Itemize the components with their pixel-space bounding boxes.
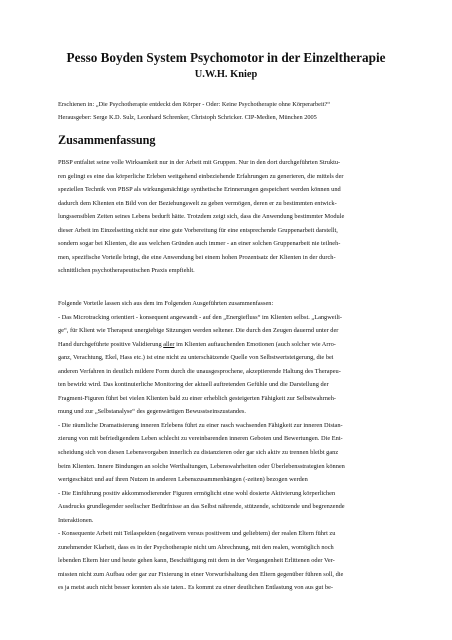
text-line: speziellen Technik von PBSP als wirkungsmächtige synthetische Erinnerungen gespeichert werden können und (58, 186, 341, 194)
text-line: mung und zur „Selbstanalyse“ des gegenwärtigen Bewusstseinszustandes. (58, 408, 246, 416)
text-line: Ausdrucks grundlegender seelischer Bedürfnisse an das Selbst nährende, stützende, schützende und begrenzende (58, 503, 345, 511)
advantages-paragraph (58, 297, 398, 595)
text-line: zierung von mit befriedigendem Leben schlecht zu vereinbarenden inneren Geboten und Bewertungen. Die Ent- (58, 435, 343, 443)
text-line: - Das Microtracking orientiert - konsequent angewandt - auf den „Energiefluss“ im Klienten selbst. „Langweili- (58, 313, 343, 321)
section-heading: Zusammenfassung (58, 133, 156, 147)
text-line: wertgeschätzt und auf ihren Nutzen in anderen Lebenszusammenhängen (-zeiten) bezogen werden (58, 476, 308, 484)
text-line: ganz, Verachtung, Ekel, Hass etc.) ist eine nicht zu unterschätzende Quelle von Selbstwertsteigerung, die bei (58, 354, 334, 362)
text-line: ge“, für Klient wie Therapeut unergiebige Sitzungen werden seltener. Die durch den Zeugen dauernd unter der (58, 327, 339, 335)
text-line: Fragment-Figuren führt bei vielen Klienten bald zu einer erheblich gesteigerten Fähigkeit zur Selbstwahrneh- (58, 394, 336, 402)
text-line: es ja meist auch nicht besser konnten als sie taten.. Es kommt zu einer deutlichen Entlastung von aus gut be- (58, 584, 334, 592)
text-line: missten nicht zum Aufbau oder gar zur Fixierung in einer Vorwurfshaltung den Eltern gegenüber führen soll, die (58, 570, 344, 578)
text-line: Hand durchgeführte positive Validierung aller im Klienten auftauchenden Emotionen (auch solcher wie Arro- (58, 340, 336, 348)
text-line: - Die räumliche Dramatisierung inneren Erlebens führt zu einer rasch wachsenden Fähigkeit zur inneren Distan- (58, 421, 343, 429)
text-line: scheidung sich von diesen Lebensvorgaben innerlich zu distanzieren oder gar sich aktiv zu trennen bleibt ganz (58, 449, 339, 457)
underlined-word: aller (163, 340, 175, 348)
publication-info: Erschienen in: „Die Psychotherapie entdeckt den Körper - Oder: Keine Psychotherapie ohne Körperarbeit?“ (58, 101, 331, 108)
text-line: zunehmender Klarheit, dass es in der Psychotherapie nicht um Abrechnung, mit den realen, womöglich noch (58, 543, 334, 551)
text-line: lungssensiblen Zeiten seines Lebens bedurft hätte. Trotzdem zeigt sich, dass die Anwendung bestimmter Module (58, 213, 345, 221)
text-line: beim Klienten. Innere Bindungen an solche Werthaltungen, Lebenswahrheiten oder Überlebensstrategien können (58, 462, 345, 470)
text-line: - Konsequente Arbeit mit Teilaspekten (negativem versus positivem und geliebtem) der realen Eltern führt zu (58, 530, 336, 538)
text-line: ren gelingt es eine das körperliche Erleben weitgehend einbeziehende Erfahrungen zu generieren, die mittels der (58, 172, 344, 180)
text-line: PBSP entfaltet seine volle Wirksamkeit nur in der Arbeit mit Gruppen. Nur in den dort durchgeführten Struktu- (58, 159, 341, 166)
text-line: Interaktionen. (58, 516, 94, 524)
text-line: sondern sogar bei Klienten, die aus welchen Gründen auch immer - an einer solchen Gruppenarbeit nie teilneh- (58, 240, 341, 248)
text-line: anderen Verfahren in deutlich mildere Form durch die unausgesprochene, akzeptierende Haltung des Therapeu- (58, 367, 341, 375)
editors-info: Herausgeber: Serge K.D. Sulz, Leonhard Schrenker, Christoph Schricker. CIP-Medien, München 2005 (58, 114, 317, 121)
text-line: lebenden Eltern hier und heute gehen kann, Beschäftigung mit dem in der Vergangenheit Erlittenen oder Ver- (58, 557, 335, 565)
text-line: dieser Arbeit im Einzelsetting nicht nur eine gute Vorbereitung für eine entsprechende Gruppenarbeit darstellt, (58, 226, 338, 234)
text-line: men, spezifische Vorteile bringt, die eine Anwendung bei einem hohen Prozentsatz der Klienten in der durch- (58, 253, 336, 261)
summary-paragraph (58, 156, 398, 278)
text-line: - Die Einführung positiv akkommodierender Figuren ermöglicht eine wohl dosierte Aktivierung körperlichen (58, 489, 336, 497)
text-line: schnittlichen psychotherapeutischen Praxis empfiehlt. (58, 267, 195, 275)
text-line: dadurch dem Klienten ein Bild von der Beziehungswelt zu geben vermögen, deren er zu bestimmten entwick- (58, 199, 337, 207)
document-title: Pesso Boyden System Psychomotor in der Einzeltherapie (66, 50, 386, 65)
text-line: ten bewirkt wird. Das kontinuierliche Monitoring der aktuell auftretenden Gefühle und die Darstellung der (58, 381, 329, 389)
text-line: Folgende Vorteile lassen sich aus dem im Folgenden Ausgeführten zusammenfassen: (58, 300, 274, 307)
document-author: U.W.H. Kniep (194, 69, 258, 80)
